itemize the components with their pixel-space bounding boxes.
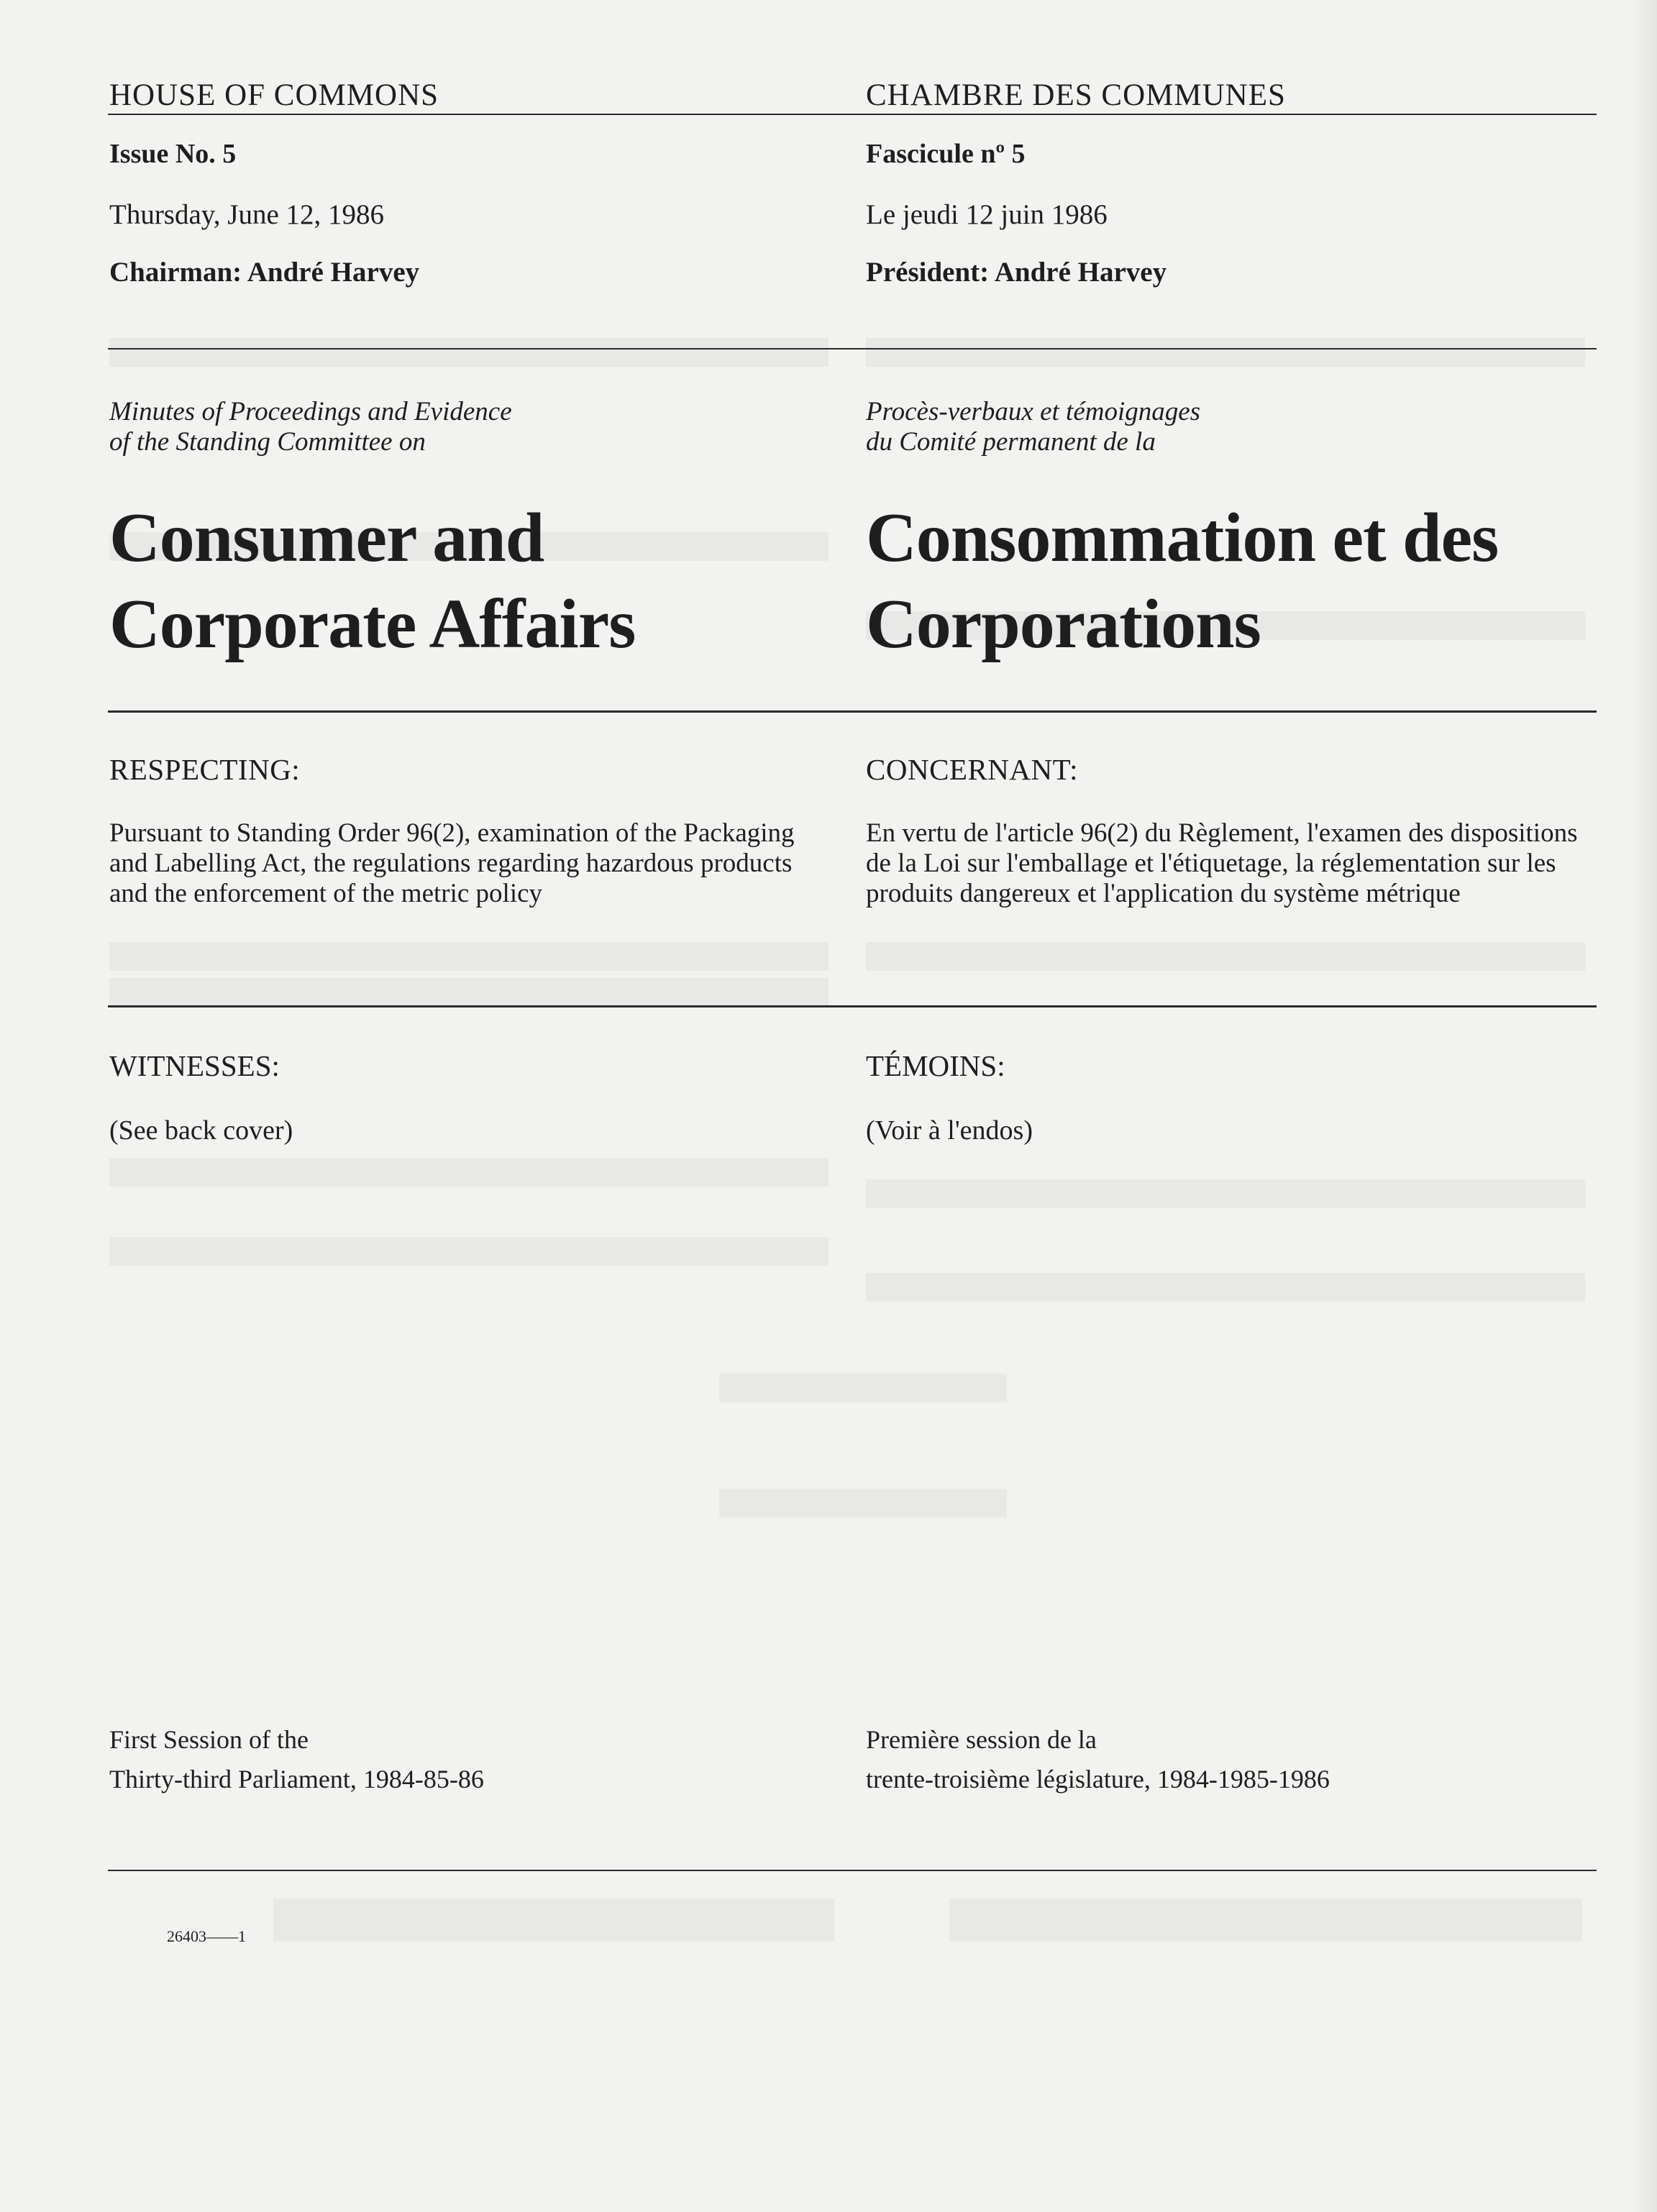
respecting-text-fr: En vertu de l'article 96(2) du Règlement, l'examen des dispositions de la Loi sur l'emballage et l'étiquetage, la réglementation sur les produits dangereux et l'application du système métrique [866,818,1578,908]
minutes-heading [109,397,512,457]
committee-title-line-2-fr: Corporations [866,585,1261,663]
minutes-line-2-fr: du Comité permanent de la [866,427,1156,457]
chairman: Chairman: André Harvey [109,257,420,288]
print-code: 26403——1 [167,1927,246,1945]
witnesses-heading: WITNESSES: [109,1049,280,1082]
session-info [109,1720,484,1799]
respecting-text: Pursuant to Standing Order 96(2), examination of the Packaging and Labelling Act, the regulations regarding hazardous products and the enforcement of the metric policy [109,818,795,908]
minutes-heading-fr [866,397,1200,457]
rule-above-respecting [108,710,1597,713]
committee-title [109,495,635,667]
respecting-heading: RESPECTING: [109,753,301,786]
session-line-1-fr: Première session de la [866,1725,1097,1754]
issue-number-fr: Fascicule nº 5 [866,139,1026,169]
house-name-fr: CHAMBRE DES COMMUNES [866,78,1286,112]
issue-number: Issue No. 5 [109,139,237,169]
issue-date: Thursday, June 12, 1986 [109,199,385,230]
committee-title-line-1: Consumer and [109,499,544,577]
respecting-heading-fr: CONCERNANT: [866,753,1079,786]
issue-date-fr: Le jeudi 12 juin 1986 [866,199,1108,230]
minutes-line-1: Minutes of Proceedings and Evidence [109,397,512,426]
committee-title-line-1-fr: Consommation et des [866,499,1499,577]
minutes-line-2: of the Standing Committee on [109,427,426,457]
header-rule [108,114,1597,115]
session-info-fr [866,1720,1330,1799]
committee-title-fr [866,495,1498,667]
rule-above-minutes [108,348,1597,349]
session-line-2-fr: trente-troisième législature, 1984-1985-1986 [866,1765,1330,1793]
page-edge-shadow [1631,0,1657,2212]
rule-above-footer [108,1870,1597,1871]
witnesses-text: (See back cover) [109,1115,293,1146]
committee-title-line-2: Corporate Affairs [109,585,636,663]
house-name: HOUSE OF COMMONS [109,78,439,112]
witnesses-heading-fr: TÉMOINS: [866,1049,1005,1082]
session-line-2: Thirty-third Parliament, 1984-85-86 [109,1765,484,1793]
chairman-fr: Président: André Harvey [866,257,1167,288]
minutes-line-1-fr: Procès-verbaux et témoignages [866,397,1201,426]
rule-above-witnesses [108,1005,1597,1007]
session-line-1: First Session of the [109,1725,309,1754]
witnesses-text-fr: (Voir à l'endos) [866,1115,1033,1146]
